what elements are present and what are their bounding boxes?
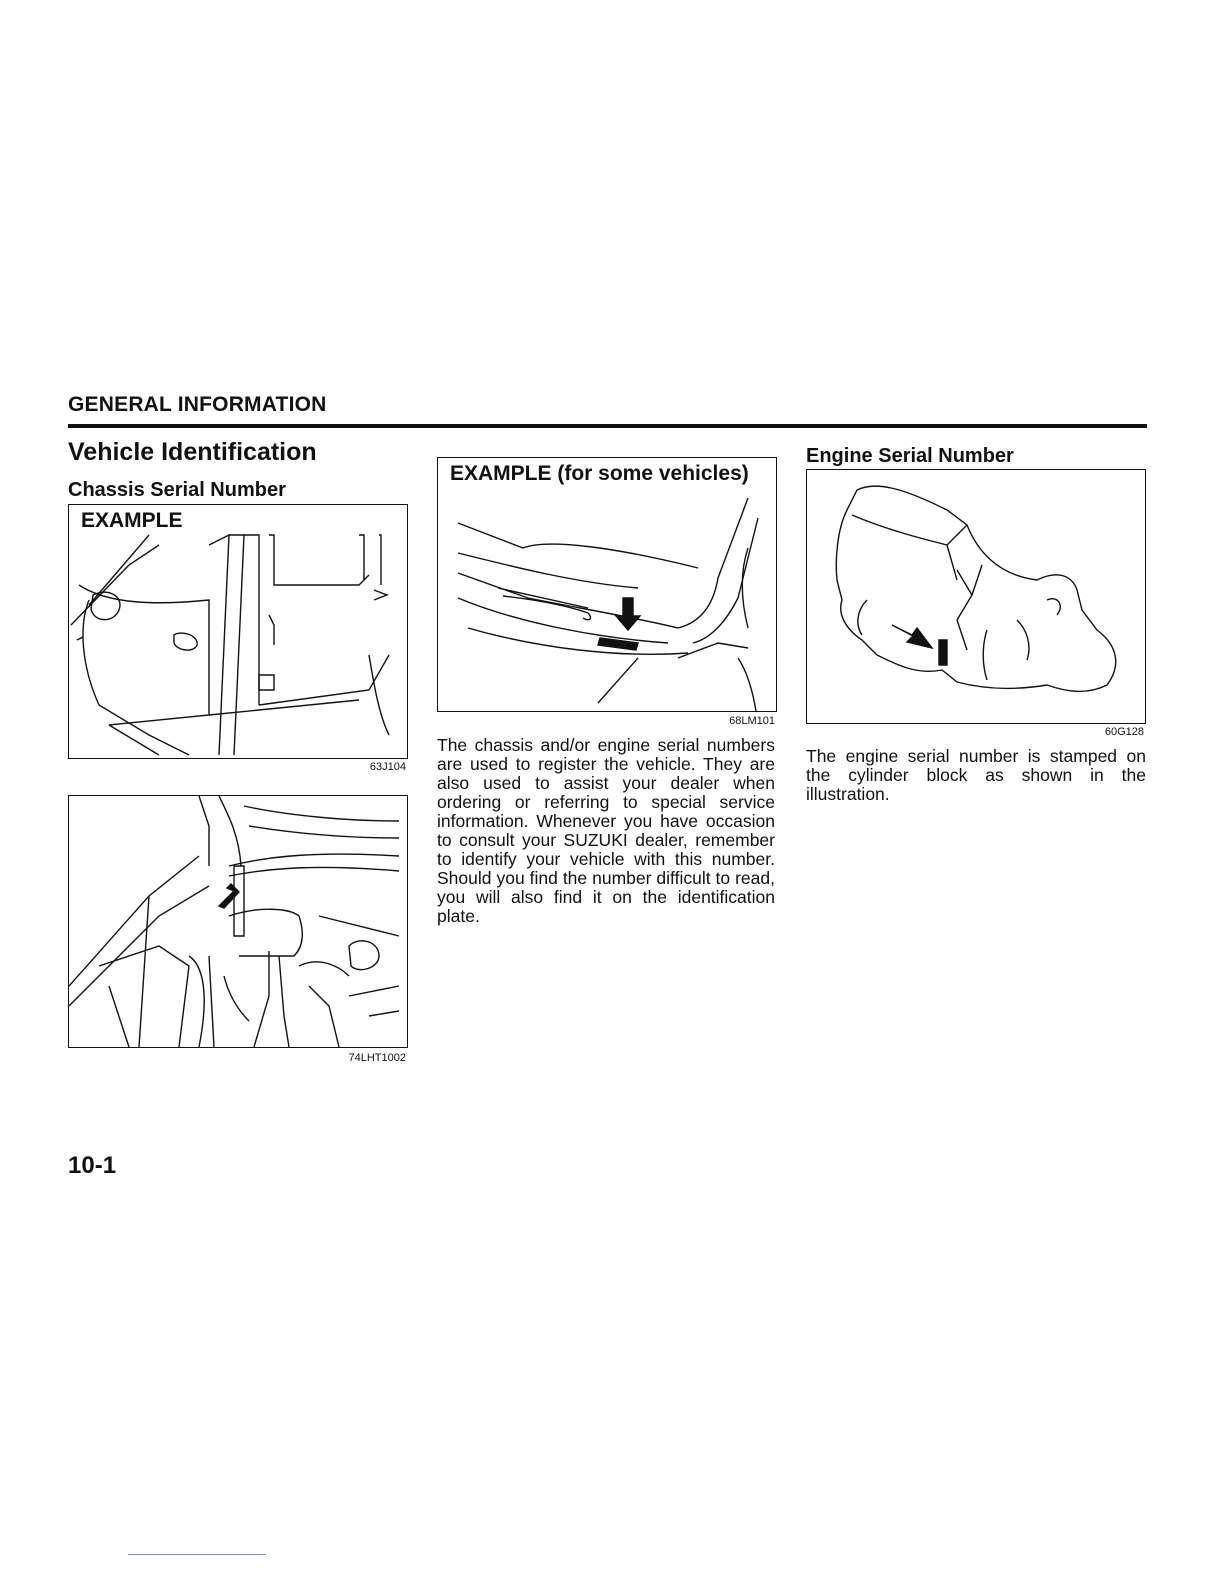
chassis-heading: Chassis Serial Number	[68, 479, 286, 501]
chassis-figure-engine-bay	[68, 795, 408, 1048]
page-number: 10-1	[68, 1152, 117, 1179]
middle-paragraph: The chassis and/or engine serial numbers are used to register the vehicle. They are also used to assist your dealer when ordering or referring to special service information. Whenever you have occasion to consult your SUZUKI dealer, remember to identify your vehicle with this number. Should you find the number difficult to read, you will also find it on the identification plate.	[437, 735, 775, 926]
figure-code-68lm101: 68LM101	[729, 715, 775, 727]
figure-code-60g128: 60G128	[1104, 726, 1144, 738]
section-header: GENERAL INFORMATION	[68, 393, 327, 416]
floor-illustration	[438, 458, 776, 711]
middle-figure-example	[437, 457, 777, 712]
chassis-figure-door	[68, 504, 408, 759]
engine-paragraph: The engine serial number is stamped on the cylinder block as shown in the illustration.	[806, 746, 1146, 804]
engine-bay-illustration	[69, 796, 407, 1047]
header-rule	[68, 424, 1147, 428]
engine-figure	[806, 469, 1146, 724]
figure-example-label: EXAMPLE	[81, 509, 183, 532]
door-illustration	[69, 505, 407, 758]
engine-heading: Engine Serial Number	[806, 445, 1014, 467]
figure-code-74lht1002: 74LHT1002	[348, 1052, 406, 1064]
engine-block-illustration	[807, 470, 1145, 723]
footer-rule	[128, 1554, 266, 1555]
page-title: Vehicle Identification	[68, 438, 317, 466]
figure-example-some-vehicles-label: EXAMPLE (for some vehicles)	[450, 462, 749, 485]
figure-code-63j104: 63J104	[369, 761, 406, 773]
